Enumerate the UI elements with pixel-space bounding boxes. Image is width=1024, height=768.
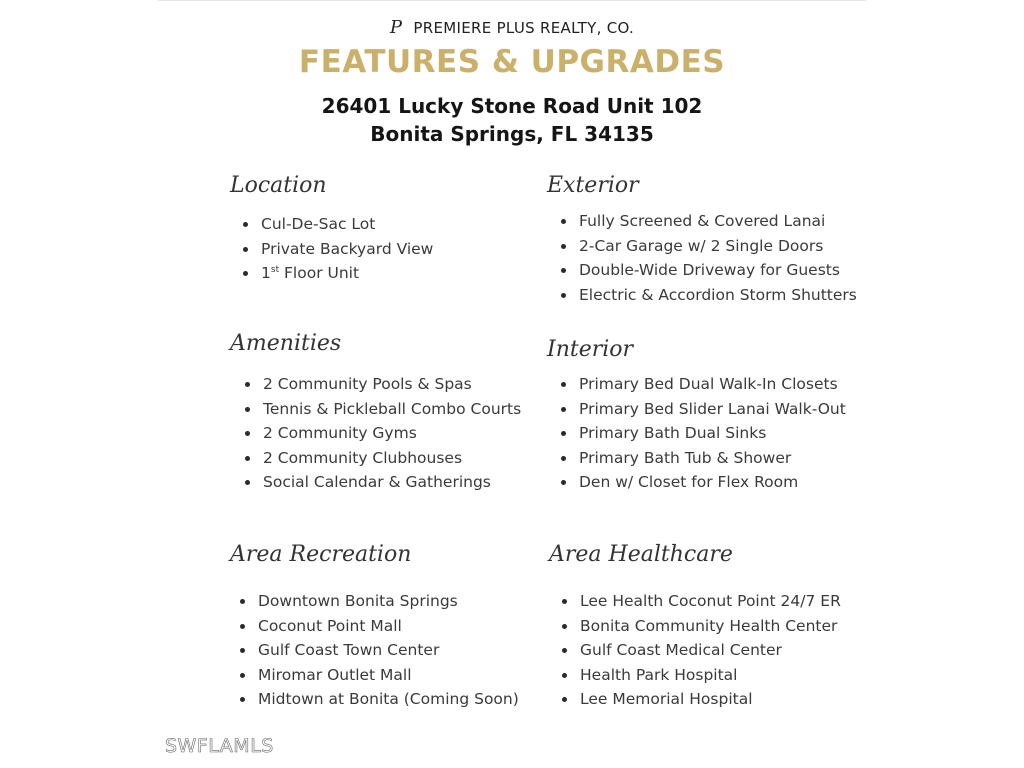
list-item: 2 Community Pools & Spas: [245, 374, 521, 399]
section-title-exterior: Exterior: [547, 173, 639, 198]
amenities-list: [245, 374, 521, 497]
list-item: 2 Community Clubhouses: [245, 448, 521, 473]
list-item: Den w/ Closet for Flex Room: [561, 472, 846, 497]
list-item: Midtown at Bonita (Coming Soon): [240, 689, 519, 714]
area-recreation-list: [240, 591, 519, 714]
list-item: Coconut Point Mall: [240, 616, 519, 641]
list-item: Primary Bed Dual Walk-In Closets: [561, 374, 846, 399]
list-item: Electric & Accordion Storm Shutters: [561, 285, 857, 310]
location-list: [243, 214, 433, 288]
top-divider: [158, 0, 866, 1]
section-title-interior: Interior: [547, 337, 634, 362]
list-item: Lee Health Coconut Point 24/7 ER: [562, 591, 841, 616]
page-title: FEATURES & UPGRADES: [298, 44, 726, 80]
floor-suffix: st: [270, 265, 280, 275]
brand-name: PREMIERE PLUS REALTY, CO.: [413, 19, 635, 37]
list-item: Downtown Bonita Springs: [240, 591, 519, 616]
section-title-area-recreation: Area Recreation: [230, 542, 412, 567]
list-item: Tennis & Pickleball Combo Courts: [245, 399, 521, 424]
brand-header: [0, 17, 1024, 38]
mls-watermark: SWFLAMLS: [165, 735, 274, 757]
list-item: Primary Bath Tub & Shower: [561, 448, 846, 473]
list-item: Double-Wide Driveway for Guests: [561, 260, 857, 285]
list-item: Cul-De-Sac Lot: [243, 214, 433, 239]
floor-text: Floor Unit: [279, 264, 360, 282]
floor-number: 1: [261, 264, 271, 282]
list-item: Private Backyard View: [243, 239, 433, 264]
list-item-floor: [243, 263, 433, 288]
exterior-list: [561, 211, 857, 309]
list-item: Primary Bath Dual Sinks: [561, 423, 846, 448]
list-item: Bonita Community Health Center: [562, 616, 841, 641]
list-item: Gulf Coast Town Center: [240, 640, 519, 665]
interior-list: [561, 374, 846, 497]
list-item: Lee Memorial Hospital: [562, 689, 841, 714]
section-title-location: Location: [230, 173, 327, 198]
list-item: 2-Car Garage w/ 2 Single Doors: [561, 236, 857, 261]
list-item: Gulf Coast Medical Center: [562, 640, 841, 665]
list-item: Miromar Outlet Mall: [240, 665, 519, 690]
list-item: Social Calendar & Gatherings: [245, 472, 521, 497]
section-title-amenities: Amenities: [230, 331, 342, 356]
list-item: Health Park Hospital: [562, 665, 841, 690]
area-healthcare-list: [562, 591, 841, 714]
list-item: Primary Bed Slider Lanai Walk-Out: [561, 399, 846, 424]
address-line-2: Bonita Springs, FL 34135: [370, 122, 654, 146]
address-line-1: 26401 Lucky Stone Road Unit 102: [321, 94, 703, 118]
list-item: Fully Screened & Covered Lanai: [561, 211, 857, 236]
brand-logo-icon: P: [389, 17, 403, 38]
list-item: 2 Community Gyms: [245, 423, 521, 448]
section-title-area-healthcare: Area Healthcare: [549, 542, 733, 567]
